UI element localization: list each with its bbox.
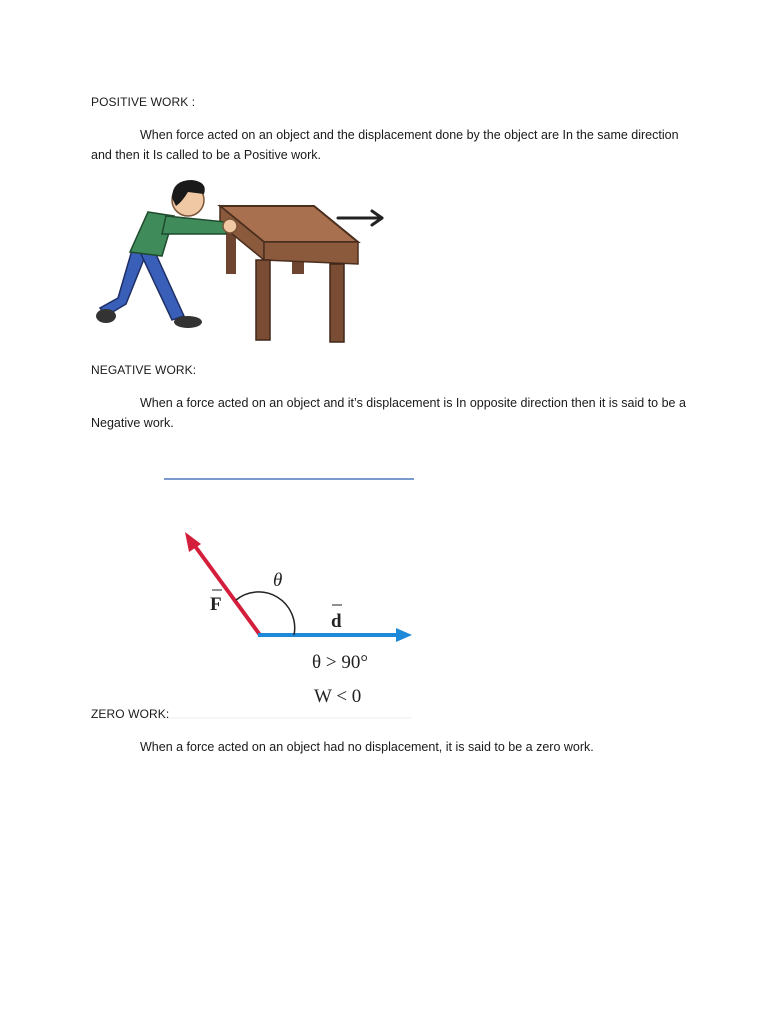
force-label: F (210, 594, 222, 615)
positive-work-heading: POSITIVE WORK : (91, 95, 196, 109)
vector-diagram-svg (160, 470, 420, 720)
negative-work-vector-diagram (160, 470, 420, 720)
condition-work: W < 0 (314, 686, 362, 707)
table-front-apron (264, 242, 358, 264)
force-vector (192, 542, 260, 635)
zero-work-paragraph (91, 737, 691, 757)
angle-symbol: θ (273, 570, 283, 591)
zero-work-heading: ZERO WORK: (91, 707, 170, 721)
man-leg-back (100, 250, 146, 316)
negative-work-heading: NEGATIVE WORK: (91, 363, 197, 377)
condition-angle: θ > 90° (312, 652, 368, 673)
man-hand (223, 219, 237, 233)
push-illustration-svg (92, 176, 392, 346)
positive-work-paragraph (91, 125, 691, 165)
man-shoe-back (96, 309, 116, 323)
man-shoe-front (174, 316, 202, 328)
positive-work-text: When force acted on an object and the displacement done by the object are In the same direction and then it Is called to be a Positive work. (91, 128, 679, 162)
zero-work-text: When a force acted on an object had no displacement, it is said to be a zero work. (140, 740, 594, 754)
displacement-label: d (331, 611, 342, 632)
displacement-arrowhead (396, 628, 412, 642)
negative-work-paragraph (91, 393, 691, 433)
table-leg-front-left (256, 260, 270, 340)
man-leg-front (140, 250, 184, 320)
negative-work-text: When a force acted on an object and it’s displacement is In opposite direction then it is said to be a Negative work. (91, 396, 686, 430)
table-leg-front-right (330, 264, 344, 342)
man-pushing-table-illustration (92, 176, 392, 346)
man-arm (162, 216, 226, 234)
